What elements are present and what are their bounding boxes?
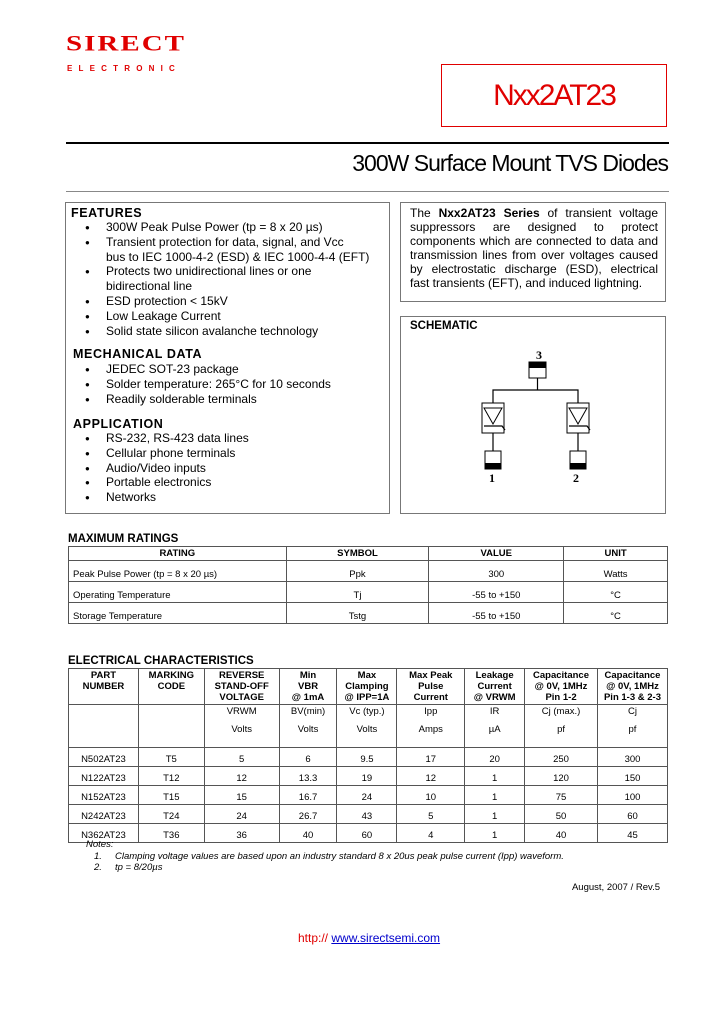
electrical-value-cell: T5 <box>138 748 204 767</box>
max-ratings-row <box>69 603 668 624</box>
electrical-value-cell: T12 <box>138 767 204 786</box>
electrical-value-cell: 12 <box>204 767 279 786</box>
header-value: VALUE <box>429 547 564 561</box>
rating-cell: Peak Pulse Power (tp = 8 x 20 µs) <box>69 561 287 582</box>
electrical-value-cell: 40 <box>279 824 337 843</box>
bullet-icon: ● <box>85 297 90 306</box>
note-2-number: 2. <box>94 862 102 873</box>
description-line: The Nxx2AT23 Series of transient voltage <box>410 206 658 220</box>
electrical-value-cell: 9.5 <box>337 748 397 767</box>
website-link[interactable]: www.sirectsemi.com <box>331 931 441 945</box>
electrical-value-cell: 13.3 <box>279 767 337 786</box>
symbol-cell: Tj <box>286 582 429 603</box>
features-item: ESD protection < 15kV <box>106 294 228 308</box>
electrical-value-cell: 45 <box>597 824 667 843</box>
bullet-icon: ● <box>85 448 90 458</box>
electrical-value-cell: 120 <box>525 767 598 786</box>
bullet-icon: ● <box>85 326 90 336</box>
electrical-value-cell: 24 <box>337 786 397 805</box>
electrical-header-cell: Max Peak Pulse Current <box>397 669 465 705</box>
max-ratings-header-row <box>69 547 668 561</box>
company-logo: SIRECT <box>66 31 186 56</box>
electrical-value-cell: 1 <box>465 805 525 824</box>
max-ratings-table <box>68 546 668 624</box>
electrical-symbol-cell: BV(min) Volts <box>279 705 337 748</box>
features-heading: FEATURES <box>71 206 143 220</box>
bullet-icon: ● <box>85 478 90 488</box>
electrical-header-cell: Max Clamping @ IPP=1A <box>337 669 397 705</box>
schematic-heading: SCHEMATIC <box>410 320 478 332</box>
electrical-value-cell: 5 <box>204 748 279 767</box>
symbol-cell: Ppk <box>286 561 429 582</box>
pin-1-label: 1 <box>489 471 495 485</box>
symbol-cell: Tstg <box>286 603 429 624</box>
url-prefix: http:// <box>298 931 332 945</box>
electrical-value-cell: 4 <box>397 824 465 843</box>
electrical-value-cell: 1 <box>465 786 525 805</box>
description-line: transmission lines from over voltages caused <box>410 248 658 262</box>
electrical-header-cell: REVERSE STAND-OFF VOLTAGE <box>204 669 279 705</box>
bullet-icon: ● <box>85 311 90 321</box>
description-line: suppressors are designed to protect <box>410 220 658 234</box>
value-cell: -55 to +150 <box>429 582 564 603</box>
website-line <box>298 931 440 945</box>
electrical-value-cell: 60 <box>597 805 667 824</box>
electrical-row <box>69 824 668 843</box>
header-rule <box>66 142 669 144</box>
electrical-value-cell: 36 <box>204 824 279 843</box>
electrical-row <box>69 767 668 786</box>
electrical-header-cell: Min VBR @ 1mA <box>279 669 337 705</box>
note-2-text: tp = 8/20µs <box>115 862 163 873</box>
electrical-value-cell: 75 <box>525 786 598 805</box>
company-logo-subtitle: ELECTRONIC <box>67 64 181 73</box>
electrical-symbol-cell: VRWM Volts <box>204 705 279 748</box>
part-number-title: Nxx2AT23 <box>493 78 615 112</box>
electrical-symbol-cell <box>138 705 204 748</box>
part-number-cell: N242AT23 <box>69 805 139 824</box>
pin-3-pad-fill <box>529 362 546 368</box>
application-item: Networks <box>106 490 157 505</box>
electrical-value-cell: T24 <box>138 805 204 824</box>
electrical-value-cell: 6 <box>279 748 337 767</box>
bullet-icon: ● <box>85 223 90 232</box>
unit-cell: °C <box>564 582 668 603</box>
electrical-symbol-cell: IR µA <box>465 705 525 748</box>
features-item: Low Leakage Current <box>106 308 221 323</box>
electrical-value-cell: 16.7 <box>279 786 337 805</box>
bullet-icon: ● <box>85 493 90 503</box>
wire-rails <box>493 390 578 451</box>
part-number-cell: N122AT23 <box>69 767 139 786</box>
header-symbol: SYMBOL <box>286 547 429 561</box>
pin-1-pad-fill <box>485 463 501 469</box>
electrical-value-cell: 26.7 <box>279 805 337 824</box>
features-item: Protects two unidirectional lines or one <box>106 264 312 279</box>
max-ratings-row <box>69 561 668 582</box>
features-item: Solid state silicon avalanche technology <box>106 323 319 338</box>
electrical-header-cell: PART NUMBER <box>69 669 139 705</box>
max-ratings-row <box>69 582 668 603</box>
mechanical-item: JEDEC SOT-23 package <box>106 362 239 376</box>
electrical-value-cell: 150 <box>597 767 667 786</box>
description-line: components which are connected to data and <box>410 234 658 248</box>
electrical-value-cell: T36 <box>138 824 204 843</box>
pin-3-label: 3 <box>536 348 542 362</box>
electrical-value-cell: 10 <box>397 786 465 805</box>
electrical-value-cell: 12 <box>397 767 465 786</box>
electrical-symbol-cell <box>69 705 139 748</box>
electrical-symbol-row <box>69 705 668 748</box>
electrical-symbol-cell: Vc (typ.) Volts <box>337 705 397 748</box>
notes-heading: Notes: <box>86 839 114 850</box>
electrical-header-row <box>69 669 668 705</box>
note-1-text: Clamping voltage values are based upon an industry standard 8 x 20us peak pulse current (Ipp) waveform. <box>115 851 564 862</box>
description-line: fast transients (EFT), and induced lightning. <box>410 276 643 290</box>
bullet-icon: ● <box>85 379 90 389</box>
value-cell: -55 to +150 <box>429 603 564 624</box>
rating-cell: Storage Temperature <box>69 603 287 624</box>
electrical-value-cell: 24 <box>204 805 279 824</box>
bullet-icon: ● <box>85 365 90 374</box>
electrical-value-cell: 300 <box>597 748 667 767</box>
application-item: RS-232, RS-423 data lines <box>106 431 249 445</box>
electrical-value-cell: 43 <box>337 805 397 824</box>
features-item: bidirectional line <box>106 279 193 294</box>
electrical-row <box>69 786 668 805</box>
electrical-value-cell: 40 <box>525 824 598 843</box>
features-item: bus to IEC 1000-4-2 (ESD) & IEC 1000-4-4 (EFT) <box>106 249 370 264</box>
electrical-value-cell: 1 <box>465 824 525 843</box>
note-1-number: 1. <box>94 851 102 862</box>
part-number-box <box>441 64 667 127</box>
pin-2-label: 2 <box>573 471 579 485</box>
electrical-header-cell: MARKING CODE <box>138 669 204 705</box>
electrical-header-cell: Leakage Current @ VRWM <box>465 669 525 705</box>
mechanical-item: Solder temperature: 265°C for 10 seconds <box>106 376 331 391</box>
document-title: 300W Surface Mount TVS Diodes <box>352 150 668 176</box>
pin-2-pad-fill <box>570 463 586 469</box>
electrical-value-cell: 15 <box>204 786 279 805</box>
bullet-icon: ● <box>85 267 90 277</box>
electrical-value-cell: 19 <box>337 767 397 786</box>
unit-cell: °C <box>564 603 668 624</box>
electrical-value-cell: 50 <box>525 805 598 824</box>
features-item: Transient protection for data, signal, and Vcc <box>106 234 344 249</box>
electrical-table <box>68 668 668 843</box>
schematic-diagram <box>460 346 620 486</box>
electrical-header-cell: Capacitance @ 0V, 1MHz Pin 1-2 <box>525 669 598 705</box>
electrical-row <box>69 748 668 767</box>
rating-cell: Operating Temperature <box>69 582 287 603</box>
electrical-value-cell: 17 <box>397 748 465 767</box>
application-heading: APPLICATION <box>73 417 164 431</box>
header-rating: RATING <box>69 547 287 561</box>
electrical-value-cell: 100 <box>597 786 667 805</box>
electrical-row <box>69 805 668 824</box>
application-item: Cellular phone terminals <box>106 445 236 460</box>
mechanical-item: Readily solderable terminals <box>106 391 257 406</box>
title-rule <box>66 191 669 192</box>
part-number-cell: N502AT23 <box>69 748 139 767</box>
application-item: Portable electronics <box>106 475 212 490</box>
electrical-value-cell: 60 <box>337 824 397 843</box>
features-item: 300W Peak Pulse Power (tp = 8 x 20 µs) <box>106 220 323 234</box>
electrical-symbol-cell: Ipp Amps <box>397 705 465 748</box>
electrical-value-cell: T15 <box>138 786 204 805</box>
part-number-cell: N362AT23 <box>69 824 139 843</box>
bullet-icon: ● <box>85 237 90 247</box>
mechanical-heading: MECHANICAL DATA <box>73 347 203 361</box>
electrical-symbol-cell: Cj (max.) pf <box>525 705 598 748</box>
electrical-header-cell: Capacitance @ 0V, 1MHz Pin 1-3 & 2-3 <box>597 669 667 705</box>
unit-cell: Watts <box>564 561 668 582</box>
bullet-icon: ● <box>85 434 90 443</box>
bullet-icon: ● <box>85 394 90 404</box>
application-item: Audio/Video inputs <box>106 460 206 475</box>
electrical-value-cell: 5 <box>397 805 465 824</box>
electrical-symbol-cell: Cj pf <box>597 705 667 748</box>
bullet-icon: ● <box>85 463 90 473</box>
electrical-value-cell: 1 <box>465 767 525 786</box>
electrical-value-cell: 250 <box>525 748 598 767</box>
value-cell: 300 <box>429 561 564 582</box>
electrical-title: ELECTRICAL CHARACTERISTICS <box>68 655 254 667</box>
max-ratings-title: MAXIMUM RATINGS <box>68 533 179 545</box>
part-number-cell: N152AT23 <box>69 786 139 805</box>
description-line: by electrostatic discharge (ESD), electrical <box>410 262 658 276</box>
electrical-value-cell: 20 <box>465 748 525 767</box>
header-unit: UNIT <box>564 547 668 561</box>
date-revision: August, 2007 / Rev.5 <box>571 882 660 893</box>
